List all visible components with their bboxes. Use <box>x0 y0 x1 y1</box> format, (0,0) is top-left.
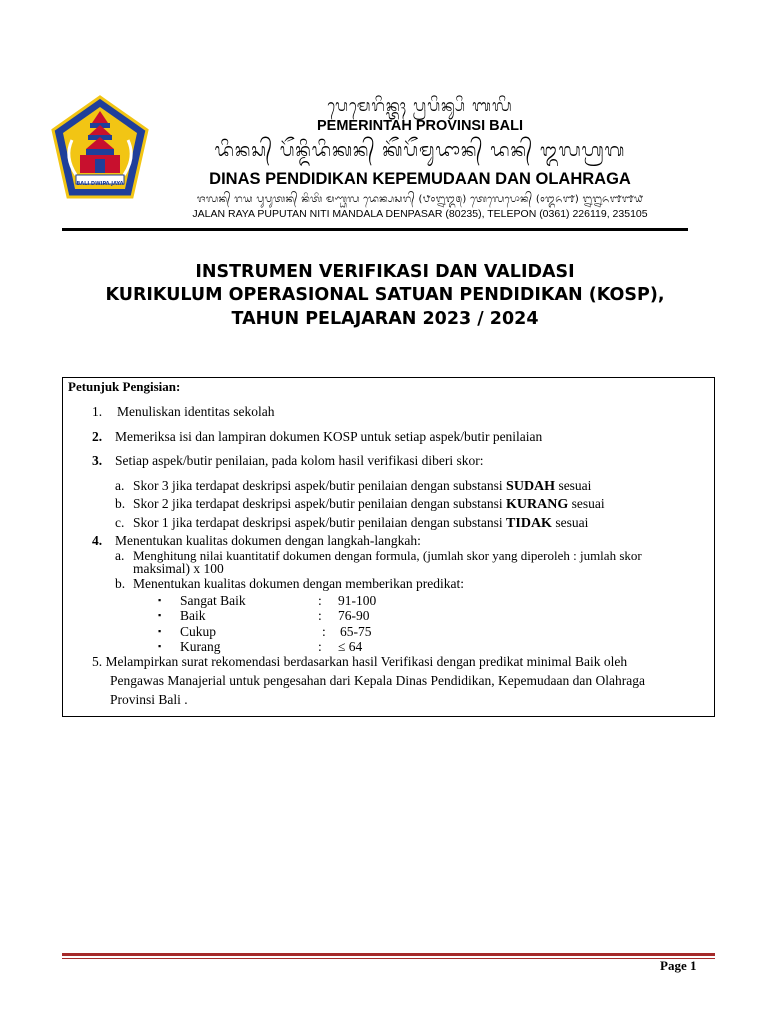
predicate-range: 76-90 <box>338 608 370 623</box>
sub-c-emphasis: TIDAK <box>506 516 552 531</box>
bullet-icon: ▪ <box>158 641 162 651</box>
footer-divider-thin <box>62 958 715 959</box>
item4a-letter: a. <box>115 548 125 563</box>
item4b-text: Menentukan kualitas dokumen dengan memberikan predikat: <box>133 576 465 591</box>
predicate-range: 65-75 <box>340 624 372 639</box>
bullet-icon: ▪ <box>158 610 162 620</box>
sub-a-line <box>133 478 591 494</box>
predicate-label: Kurang <box>180 639 221 654</box>
balinese-department-line: ᬤᬶᬦᬲ᭄ ᬧᭂᬦ᭄ᬤᬶᬤᬶᬓᬦ᭄ ᬓᭂᬧᭂᬫᬸᬤᬵᬦ᭄ ᬤᬦ᭄ ᬑᬮᬳ᭄ᬭᬕ <box>214 140 626 161</box>
sub-a-emphasis: SUDAH <box>506 479 556 494</box>
sub-b-text: Skor 2 jika terdapat deskripsi aspek/butir penilaian dengan substansi <box>133 496 507 511</box>
item3-number: 3. <box>92 453 103 468</box>
office-address: JALAN RAYA PUPUTAN NITI MANDALA DENPASAR (80235), TELEPON (0361) 226119, 235105 <box>192 208 648 220</box>
predicate-range: ≤ 64 <box>338 639 363 654</box>
item4-number: 4. <box>92 533 103 548</box>
sub-b-end: sesuai <box>568 496 605 511</box>
balinese-address-line: ᬚᬮᬦ᭄ ᬭᬬ ᬧᬸᬧᬸᬢᬦ᭄ ᬦᬶᬢᬶ ᬫᬡ᭄ᬟᬮ ᬤᬾᬦ᭄ᬧᬲᬭ᭄ (᭘᭐᭒᭓᭕) ᬢᬾᬮᬾᬧᭀᬦ᭄ (᭐᭓᭖᭑) ᭒᭒᭖᭑᭑᭙ <box>196 194 644 205</box>
sub-c-end: sesuai <box>551 515 589 530</box>
item4-text: Menentukan kualitas dokumen dengan langkah-langkah: <box>115 533 421 548</box>
predicate-label: Baik <box>180 608 206 623</box>
item2-text: Memeriksa isi dan lampiran dokumen KOSP untuk setiap aspek/butir penilaian <box>115 429 543 444</box>
predicate-range: 91-100 <box>338 593 377 608</box>
bullet-icon: ▪ <box>158 595 162 605</box>
item5-line3: Provinsi Bali . <box>110 692 188 707</box>
predicate-label: Cukup <box>180 624 217 639</box>
sub-b-emphasis: KURANG <box>506 497 569 512</box>
item3-text: Setiap aspek/butir penilaian, pada kolom hasil verifikasi diberi skor: <box>115 453 484 468</box>
item2-number: 2. <box>92 429 103 444</box>
sub-a-text: Skor 3 jika terdapat deskripsi aspek/butir penilaian dengan substansi <box>133 478 507 493</box>
predicate-colon: : <box>318 593 322 608</box>
sub-a-letter: a. <box>115 478 125 493</box>
predicate-colon: : <box>318 608 322 623</box>
item5-line1: 5. Melampirkan surat rekomendasi berdasarkan hasil Verifikasi dengan predikat minimal Baik oleh <box>92 654 628 669</box>
item1-text: Menuliskan identitas sekolah <box>117 404 275 419</box>
bullet-icon: ▪ <box>158 626 162 636</box>
predicate-colon: : <box>322 624 326 639</box>
document-title-line1: INSTRUMEN VERIFIKASI DAN VALIDASI <box>195 262 575 282</box>
predicate-colon: : <box>318 639 322 654</box>
letterhead-divider <box>62 228 688 231</box>
balinese-government-line: ᬧᬾᬫᬾᬭᬶᬦ᭄ᬢᬄ ᬧ᭄ᬭᬧᬶᬦ᭄ᬲᬶ ᬩᬮᬶ <box>327 96 513 115</box>
government-name: PEMERINTAH PROVINSI BALI <box>317 118 523 134</box>
sub-b-letter: b. <box>115 496 126 511</box>
item4b-letter: b. <box>115 576 126 591</box>
footer-divider <box>62 953 715 956</box>
logo-motto: BALI DWIPA JAYA <box>76 181 124 187</box>
sub-c-letter: c. <box>115 515 125 530</box>
sub-b-line <box>133 496 605 512</box>
document-title-line3: TAHUN PELAJARAN 2023 / 2024 <box>231 309 539 329</box>
item5-line2: Pengawas Manajerial untuk pengesahan dari Kepala Dinas Pendidikan, Kepemudaan dan Olahraga <box>110 673 645 688</box>
page-number: Page 1 <box>660 958 697 973</box>
sub-c-text: Skor 1 jika terdapat deskripsi aspek/butir penilaian dengan substansi <box>133 515 507 530</box>
item1-number: 1. <box>92 404 103 419</box>
department-name: DINAS PENDIDIKAN KEPEMUDAAN DAN OLAHRAGA <box>209 170 631 188</box>
sub-a-end: sesuai <box>555 478 592 493</box>
document-title-line2: KURIKULUM OPERASIONAL SATUAN PENDIDIKAN (KOSP), <box>105 285 665 305</box>
sub-c-line <box>133 515 588 531</box>
item4a-line1: Menghitung nilai kuantitatif dokumen dengan formula, (jumlah skor yang diperoleh : jumlah skor <box>133 548 642 563</box>
item4a-line2: maksimal) x 100 <box>133 561 224 576</box>
predicate-label: Sangat Baik <box>180 593 246 608</box>
instructions-heading: Petunjuk Pengisian: <box>68 379 181 394</box>
